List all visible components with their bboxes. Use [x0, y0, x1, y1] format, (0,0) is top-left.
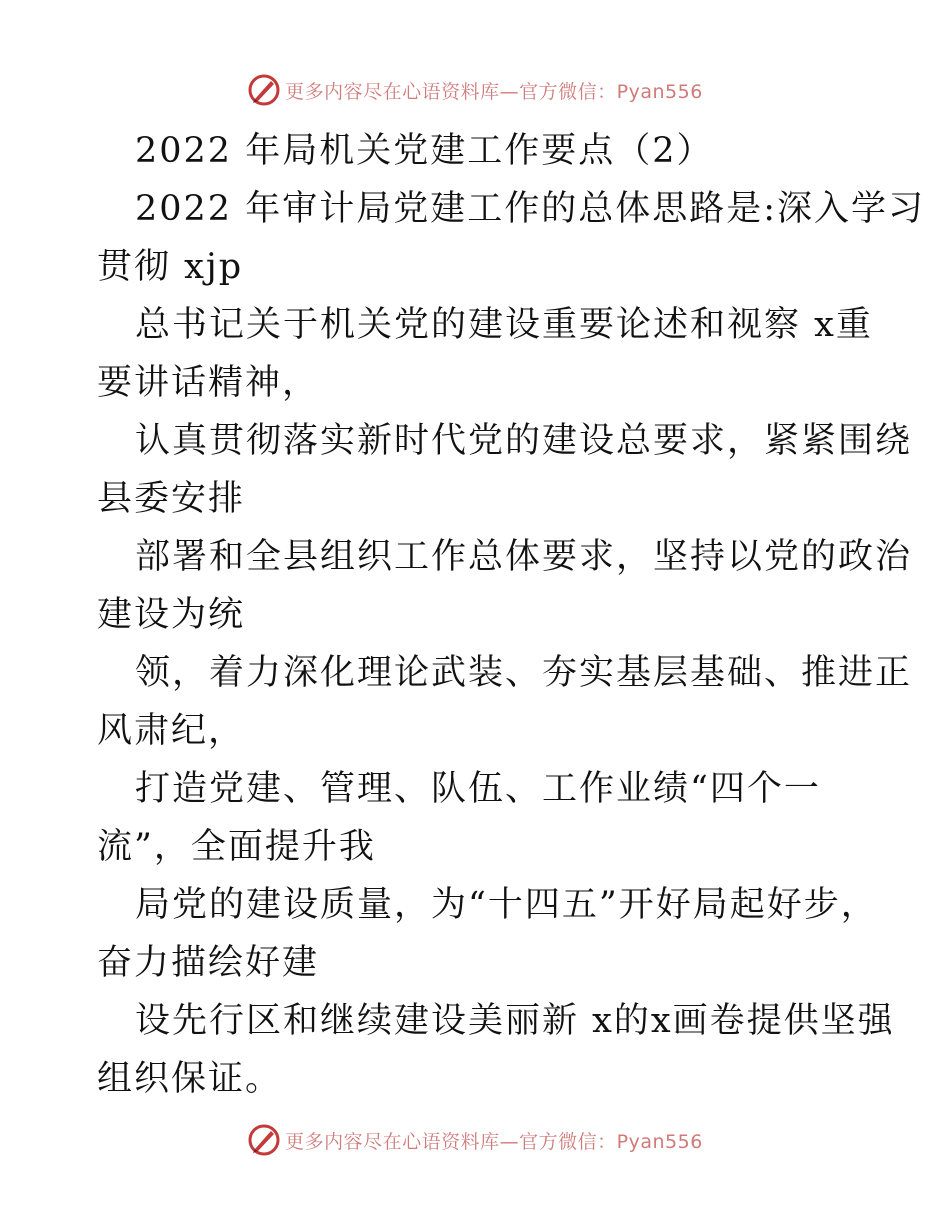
footer-watermark-text: 更多内容尽在心语资料库—官方微信：Pyan556	[285, 1130, 703, 1153]
document-text-line: 要讲话精神，	[97, 363, 320, 403]
document-text-line: 风肃纪，	[97, 711, 246, 751]
pen-in-circle-logo-icon	[247, 73, 281, 107]
document-text-line: 流”，全面提升我	[97, 827, 376, 867]
document-body	[97, 122, 925, 1108]
document-text-line: 打造党建、管理、队伍、工作业绩“四个一	[135, 769, 821, 809]
document-text-line: 贯彻 xjp	[97, 247, 244, 287]
document-title-line: 2022 年局机关党建工作要点（2）	[135, 131, 714, 171]
document-text-line: 局党的建设质量，为“十四五”开好局起好步，	[135, 885, 878, 925]
header-watermark-text: 更多内容尽在心语资料库—官方微信：Pyan556	[285, 80, 703, 103]
document-text-line: 2022 年审计局党建工作的总体思路是:深入学习	[135, 189, 925, 229]
footer-watermark-banner	[0, 1120, 950, 1160]
document-text-line: 总书记关于机关党的建设重要论述和视察 x重	[135, 305, 873, 345]
document-text-line: 认真贯彻落实新时代党的建设总要求，紧紧围绕	[135, 421, 913, 461]
document-text-line: 组织保证。	[97, 1059, 283, 1099]
document-text-line: 部署和全县组织工作总体要求，坚持以党的政治	[135, 537, 913, 577]
document-text-line: 建设为统	[97, 595, 246, 635]
document-text-line: 领，着力深化理论武装、夯实基层基础、推进正	[135, 653, 913, 693]
pen-in-circle-logo-icon	[247, 1123, 281, 1157]
header-watermark-banner	[0, 70, 950, 110]
document-text-line: 县委安排	[97, 479, 246, 519]
document-text-line: 设先行区和继续建设美丽新 x的x画卷提供坚强	[135, 1001, 895, 1041]
document-text-line: 奋力描绘好建	[97, 943, 320, 983]
